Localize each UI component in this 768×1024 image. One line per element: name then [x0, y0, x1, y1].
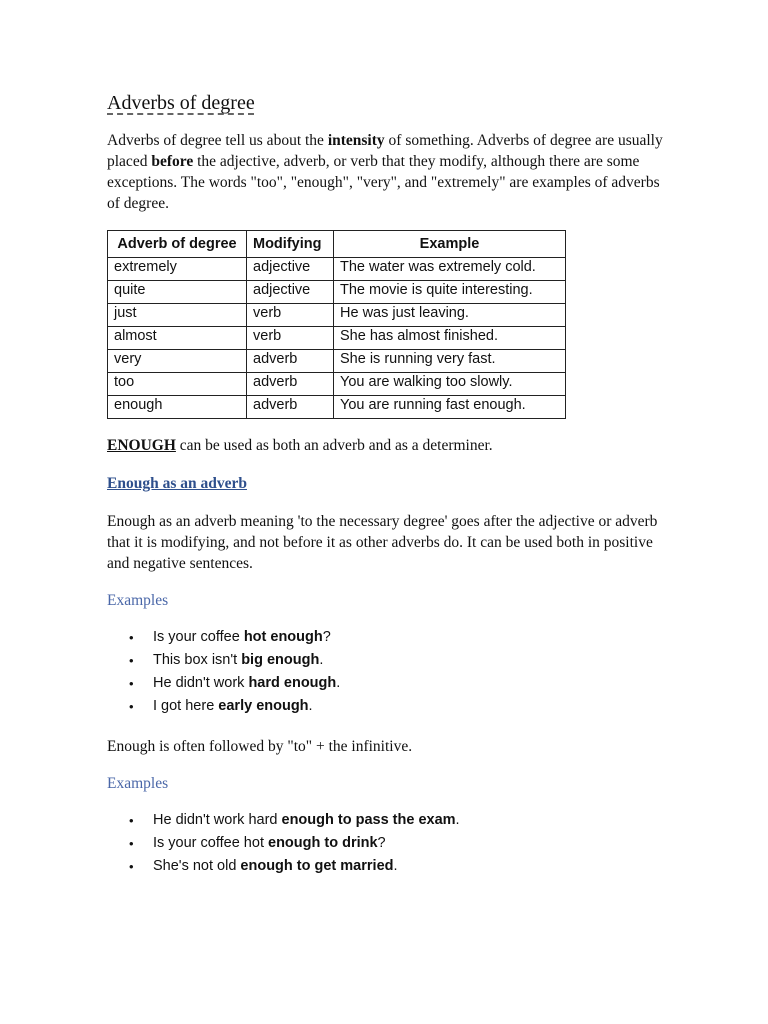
- item-bold: enough to drink: [268, 835, 378, 851]
- item-text: He didn't work hard: [153, 812, 282, 828]
- examples-list-2: [129, 809, 672, 878]
- item-text: This box isn't: [153, 652, 242, 668]
- cell-adverb: very: [108, 350, 247, 373]
- cell-adverb: quite: [108, 281, 247, 304]
- intro-bold-intensity: intensity: [327, 132, 385, 149]
- bullet-icon: •: [129, 676, 134, 691]
- enough-keyword: ENOUGH: [107, 437, 176, 454]
- item-punct: .: [393, 858, 398, 874]
- document-page: [107, 92, 672, 878]
- item-punct: .: [336, 675, 341, 691]
- item-bold: enough to pass the exam: [281, 812, 456, 828]
- table-header-row: [108, 231, 566, 258]
- cell-modifying: adverb: [247, 350, 334, 373]
- examples-heading-1: Examples: [107, 592, 169, 609]
- list-item: [129, 695, 672, 718]
- cell-example: She is running very fast.: [334, 350, 566, 373]
- item-bold: hot enough: [243, 629, 323, 645]
- header-adverb: Adverb of degree: [108, 231, 247, 258]
- item-text: Is your coffee: [153, 629, 244, 645]
- list-item: [129, 649, 672, 672]
- cell-modifying: verb: [247, 304, 334, 327]
- table-row: [108, 258, 566, 281]
- list-item: [129, 832, 672, 855]
- cell-example: She has almost finished.: [334, 327, 566, 350]
- cell-adverb: enough: [108, 396, 247, 419]
- bullet-icon: •: [129, 836, 134, 851]
- header-example: Example: [334, 231, 566, 258]
- item-punct: ?: [322, 629, 331, 645]
- infinitive-paragraph: Enough is often followed by "to" + the infinitive.: [107, 738, 413, 755]
- intro-bold-before: before: [151, 153, 194, 170]
- item-bold: hard enough: [248, 675, 337, 691]
- intro-paragraph: [107, 130, 672, 214]
- adverbs-table: [107, 230, 566, 419]
- adverb-paragraph: Enough as an adverb meaning 'to the necessary degree' goes after the adjective or adverb that it is modifying, and not before it as other adverbs do. It can be used both in positive and negative sentences.: [107, 513, 658, 572]
- enough-note: [107, 437, 672, 455]
- item-punct: .: [308, 698, 313, 714]
- examples-list-1: [129, 626, 672, 718]
- table-row: [108, 281, 566, 304]
- cell-example: You are walking too slowly.: [334, 373, 566, 396]
- table-row: [108, 327, 566, 350]
- cell-modifying: verb: [247, 327, 334, 350]
- cell-example: You are running fast enough.: [334, 396, 566, 419]
- section-heading-enough-adverb: Enough as an adverb: [107, 475, 247, 492]
- list-item: [129, 672, 672, 695]
- intro-text-3: the adjective, adverb, or verb that they modify, although there are some exceptions. The words "too", "enough", "very", and "extremely" are examples of adverbs of degree.: [107, 153, 660, 212]
- cell-adverb: almost: [108, 327, 247, 350]
- cell-example: He was just leaving.: [334, 304, 566, 327]
- cell-example: The movie is quite interesting.: [334, 281, 566, 304]
- examples-heading-2: Examples: [107, 775, 169, 792]
- table-row: [108, 350, 566, 373]
- item-bold: enough to get married: [240, 858, 394, 874]
- bullet-icon: •: [129, 699, 134, 714]
- bullet-icon: •: [129, 813, 134, 828]
- cell-modifying: adjective: [247, 258, 334, 281]
- item-text: He didn't work: [153, 675, 249, 691]
- bullet-icon: •: [129, 859, 134, 874]
- intro-text-1: Adverbs of degree tell us about the: [107, 132, 328, 149]
- item-bold: early enough: [218, 698, 309, 714]
- item-punct: .: [319, 652, 324, 668]
- list-item: [129, 626, 672, 649]
- bullet-icon: •: [129, 630, 134, 645]
- bullet-icon: •: [129, 653, 134, 668]
- cell-adverb: too: [108, 373, 247, 396]
- item-text: I got here: [153, 698, 219, 714]
- table-row: [108, 373, 566, 396]
- cell-modifying: adverb: [247, 396, 334, 419]
- header-modifying: Modifying: [247, 231, 334, 258]
- cell-adverb: just: [108, 304, 247, 327]
- enough-note-text: can be used as both an adverb and as a determiner.: [175, 437, 493, 454]
- item-punct: .: [455, 812, 460, 828]
- table-row: [108, 396, 566, 419]
- cell-adverb: extremely: [108, 258, 247, 281]
- item-text: Is your coffee hot: [153, 835, 268, 851]
- cell-modifying: adjective: [247, 281, 334, 304]
- list-item: [129, 809, 672, 832]
- list-item: [129, 855, 672, 878]
- cell-example: The water was extremely cold.: [334, 258, 566, 281]
- item-bold: big enough: [241, 652, 320, 668]
- item-text: She's not old: [153, 858, 241, 874]
- page-title: Adverbs of degree: [107, 92, 255, 114]
- table-row: [108, 304, 566, 327]
- item-punct: ?: [377, 835, 386, 851]
- intro-text-2: of something. Adverbs of degree are usually placed: [107, 132, 663, 170]
- cell-modifying: adverb: [247, 373, 334, 396]
